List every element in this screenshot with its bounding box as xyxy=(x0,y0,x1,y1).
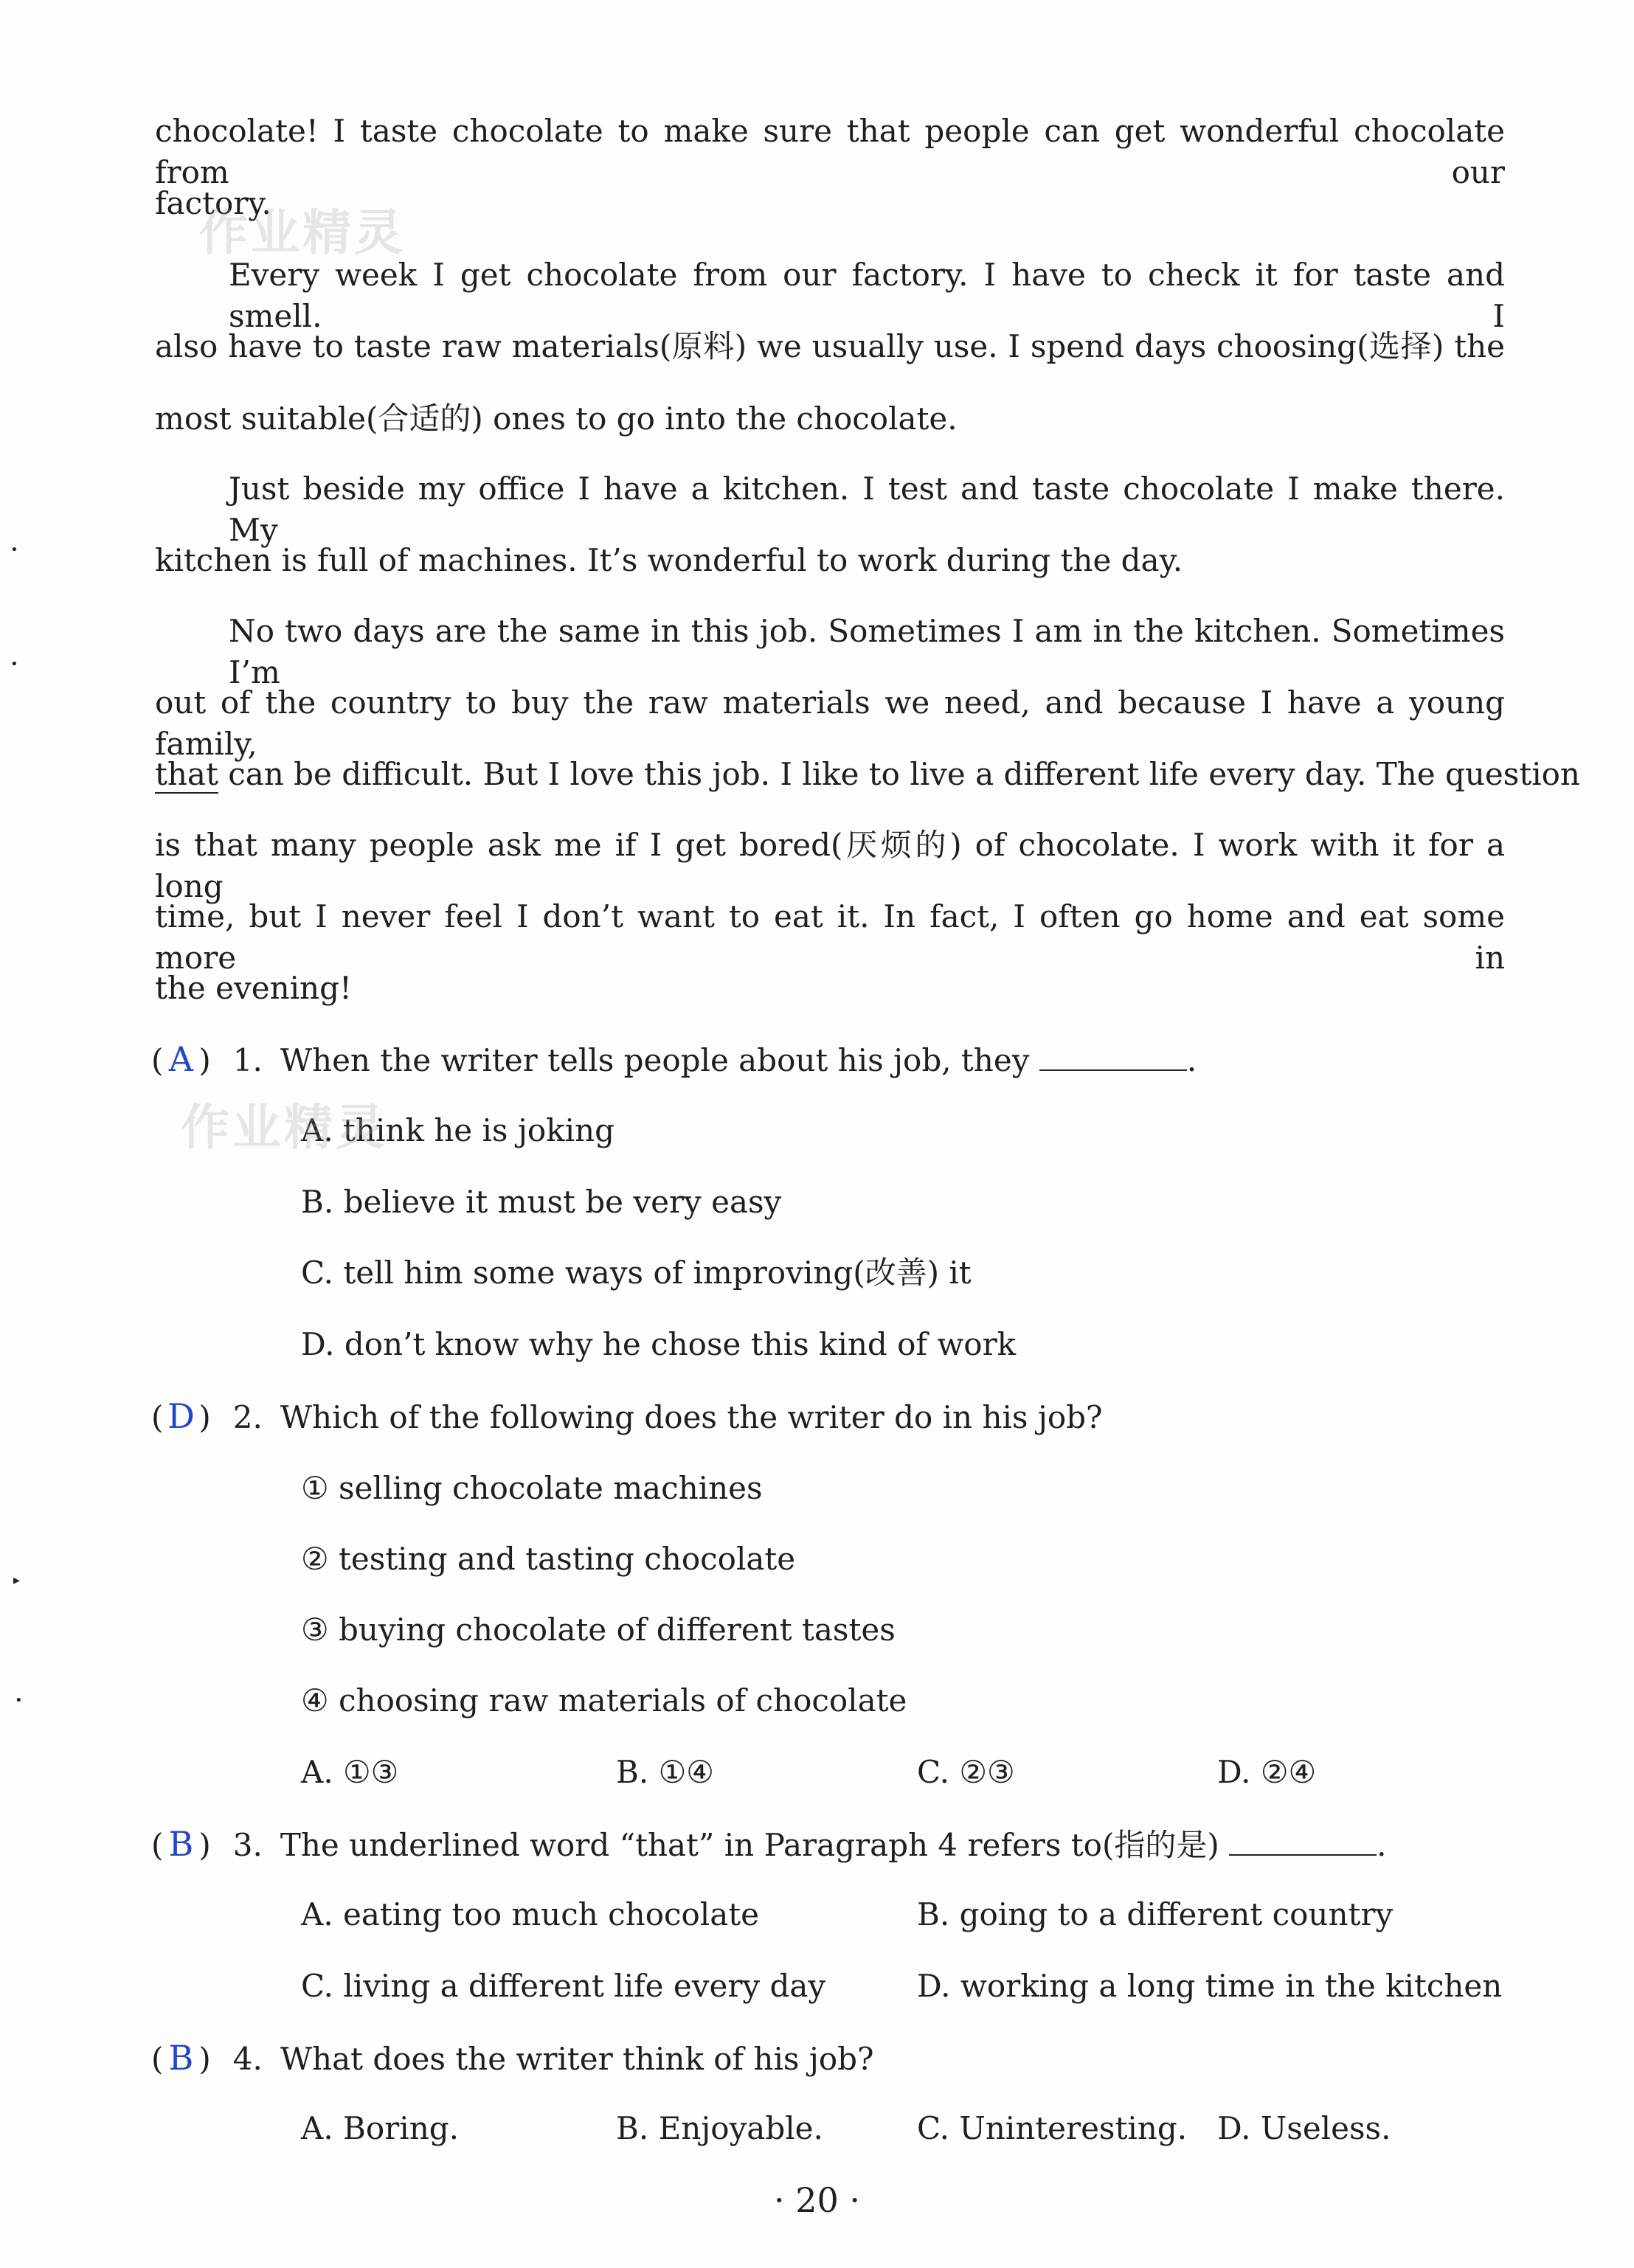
answer-2: D xyxy=(167,1396,195,1436)
page-number: · 20 · xyxy=(773,2180,861,2220)
q2-option-d: D. ②④ xyxy=(1217,1754,1317,1790)
question-number: 1. xyxy=(232,1042,263,1078)
q4-option-b: B. Enjoyable. xyxy=(616,2110,823,2146)
passage-line-6: Just beside my office I have a kitchen. I test and taste chocolate I make there. My xyxy=(229,471,1505,548)
watermark-1: 作业精灵 xyxy=(199,204,406,261)
stem-end: . xyxy=(1377,1827,1387,1863)
question-number: 4. xyxy=(232,2041,263,2077)
q2-option-b: B. ①④ xyxy=(616,1754,714,1790)
underlined-word-that: that xyxy=(155,756,218,792)
answer-blank xyxy=(1039,1044,1187,1071)
paren-close: ) xyxy=(198,1399,211,1435)
margin-mark-icon: • xyxy=(15,1693,23,1708)
paren-close: ) xyxy=(198,2041,211,2077)
paren-open: ( xyxy=(151,2041,164,2077)
passage-line-3: Every week I get chocolate from our factory. I have to check it for taste and smell. I xyxy=(229,257,1505,334)
q2-item-1: ① selling chocolate machines xyxy=(301,1470,763,1506)
question-number: 2. xyxy=(232,1399,263,1435)
q3-option-b: B. going to a different country xyxy=(917,1896,1394,1932)
passage-line-2: factory. xyxy=(155,185,271,221)
question-1 xyxy=(151,1038,1197,1081)
question-4 xyxy=(151,2037,874,2080)
q1-option-d: D. don’t know why he chose this kind of work xyxy=(301,1326,1017,1362)
paren-open: ( xyxy=(151,1399,164,1435)
q1-option-b: B. believe it must be very easy xyxy=(301,1184,782,1220)
paren-open: ( xyxy=(151,1042,164,1078)
question-2 xyxy=(151,1395,1103,1438)
question-stem: Which of the following does the writer do in his job? xyxy=(280,1399,1103,1435)
passage-line-5: most suitable(合适的) ones to go into the chocolate. xyxy=(155,400,958,437)
q3-option-a: A. eating too much chocolate xyxy=(301,1896,759,1932)
watermark-2: 作业精灵 xyxy=(181,1099,387,1156)
passage-line-1: chocolate! I taste chocolate to make sure that people can get wonderful chocolate from our xyxy=(155,113,1505,190)
paren-close: ) xyxy=(198,1042,211,1078)
passage-line-4: also have to taste raw materials(原料) we usually use. I spend days choosing(选择) the xyxy=(155,328,1505,364)
passage-line-12: time, but I never feel I don’t want to eat it. In fact, I often go home and eat some more in xyxy=(155,898,1505,976)
q4-option-a: A. Boring. xyxy=(301,2110,459,2146)
passage-line-11: is that many people ask me if I get bored(厌烦的) of chocolate. I work with it for a long xyxy=(155,827,1505,904)
passage-line-8: No two days are the same in this job. Sometimes I am in the kitchen. Sometimes I’m xyxy=(229,613,1505,690)
question-stem: When the writer tells people about his job, they xyxy=(280,1042,1030,1078)
q2-item-2: ② testing and tasting chocolate xyxy=(301,1541,796,1577)
passage-line-10-rest: can be difficult. But I love this job. I like to live a different life every day. The question xyxy=(218,756,1580,792)
q2-item-3: ③ buying chocolate of different tastes xyxy=(301,1612,896,1648)
paren-open: ( xyxy=(151,1827,164,1863)
q2-option-c: C. ②③ xyxy=(917,1754,1015,1790)
passage-line-9: out of the country to buy the raw materials we need, and because I have a young family, xyxy=(155,684,1505,762)
q1-option-a: A. think he is joking xyxy=(301,1112,615,1148)
paren-close: ) xyxy=(198,1827,211,1863)
answer-3: B xyxy=(168,1824,194,1864)
margin-mark-icon: • xyxy=(10,656,18,672)
q1-option-c: C. tell him some ways of improving(改善) it xyxy=(301,1255,972,1291)
margin-mark-icon: ▸ xyxy=(13,1572,21,1588)
q3-option-d: D. working a long time in the kitchen xyxy=(917,1968,1503,2004)
q4-option-c: C. Uninteresting. xyxy=(917,2110,1188,2146)
margin-mark-icon: • xyxy=(10,542,18,558)
q3-option-c: C. living a different life every day xyxy=(301,1968,826,2004)
q2-option-a: A. ①③ xyxy=(301,1754,399,1790)
q4-option-d: D. Useless. xyxy=(1217,2110,1391,2146)
passage-line-7: kitchen is full of machines. It’s wonderful to work during the day. xyxy=(155,542,1183,578)
question-stem: The underlined word “that” in Paragraph 4 refers to(指的是) xyxy=(280,1827,1219,1863)
answer-blank xyxy=(1229,1829,1377,1856)
q2-item-4: ④ choosing raw materials of chocolate xyxy=(301,1682,907,1719)
answer-1: A xyxy=(168,1039,193,1079)
passage-line-10 xyxy=(155,754,1580,795)
question-3 xyxy=(151,1823,1386,1866)
question-stem: What does the writer think of his job? xyxy=(280,2041,874,2077)
passage-line-13: the evening! xyxy=(155,970,352,1006)
stem-end: . xyxy=(1186,1042,1197,1078)
question-number: 3. xyxy=(232,1827,263,1863)
answer-4: B xyxy=(168,2038,194,2078)
